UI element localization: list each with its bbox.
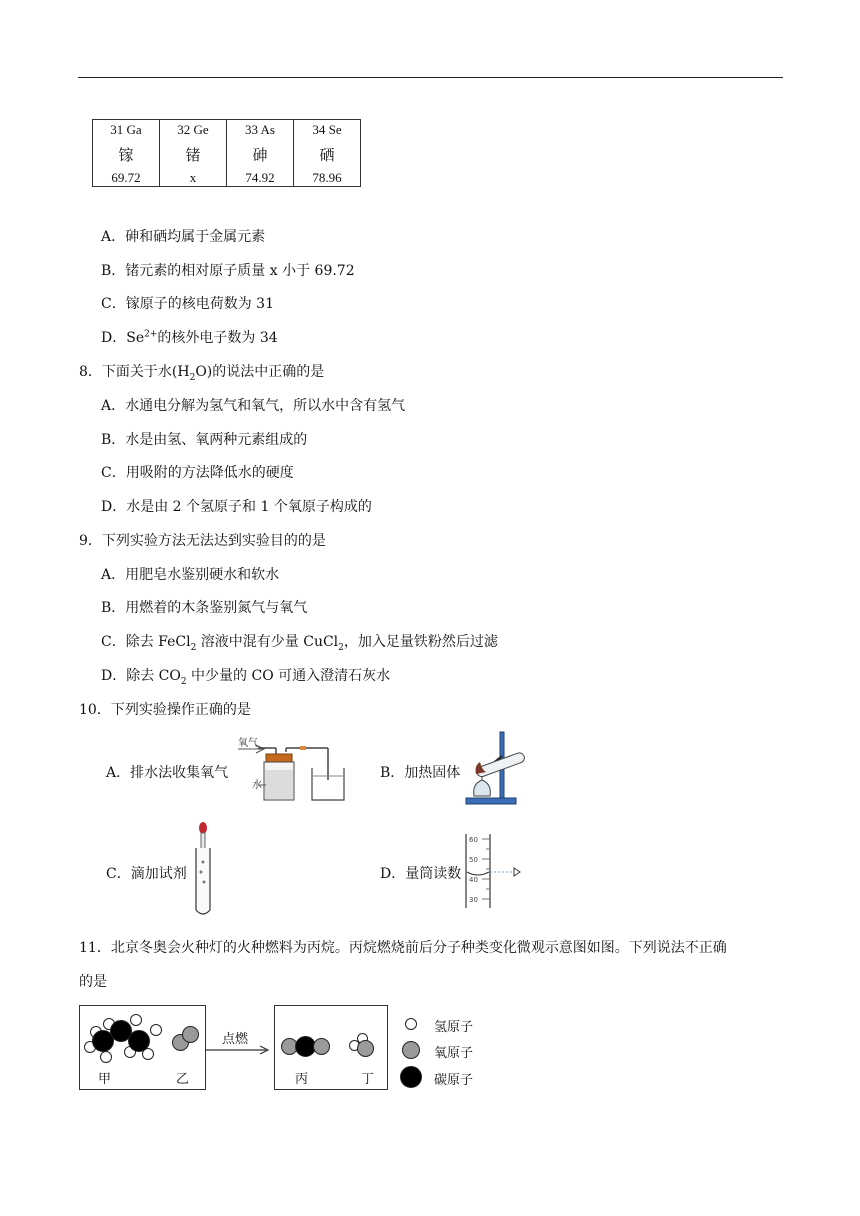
carbon-legend-icon xyxy=(400,1066,422,1088)
gas-collection-apparatus-figure xyxy=(236,732,354,804)
q9-option-d: D．除去 $CO_2$ 中少量的 CO 可通入澄清石灰水 xyxy=(101,668,391,687)
q7-option-d: D．$Se^{2+}$的核外电子数为 34 xyxy=(101,329,278,346)
cylinder-tick-label: 40 xyxy=(469,876,478,884)
q10-option-d: D．量筒读数 xyxy=(380,866,462,882)
q11-stem-line-2: 的是 xyxy=(79,974,107,990)
hydrogen-legend-icon xyxy=(405,1018,417,1030)
cylinder-tick-label: 60 xyxy=(469,836,478,844)
element-cell-ga: 31 Ga 镓 69.72 xyxy=(93,120,160,187)
reactants-box xyxy=(79,1005,206,1090)
q8-option-c: C．用吸附的方法降低水的硬度 xyxy=(101,465,294,481)
graduated-cylinder-figure xyxy=(460,830,530,910)
q10-stem: 10．下列实验操作正确的是 xyxy=(79,702,251,718)
periodic-table-fragment xyxy=(92,119,361,187)
cylinder-tick-label: 50 xyxy=(469,856,478,864)
legend-carbon-label: 碳原子 xyxy=(434,1073,474,1088)
q7-option-a: A．砷和硒均属于金属元素 xyxy=(101,229,266,245)
q10-option-b: B．加热固体 xyxy=(380,765,461,781)
ignite-label: 点燃 xyxy=(222,1032,249,1047)
oxygen-atom xyxy=(357,1040,374,1057)
q11-stem-line-1: 11．北京冬奥会火种灯的火种燃料为丙烷。丙烷燃烧前后分子种类变化微观示意图如图。下列说法不正确 xyxy=(79,940,727,956)
label-bing: 丙 xyxy=(295,1072,309,1087)
products-box xyxy=(274,1005,388,1090)
oxygen-atom xyxy=(313,1038,330,1055)
label-jia: 甲 xyxy=(98,1072,112,1087)
hydrogen-atom xyxy=(100,1051,112,1063)
hydrogen-atom xyxy=(150,1024,162,1036)
oxygen-label: 氧气 xyxy=(238,738,258,749)
dropper-test-tube-figure xyxy=(188,820,218,920)
hydrogen-atom xyxy=(130,1014,142,1026)
element-cell-se: 34 Se 硒 78.96 xyxy=(294,120,361,187)
legend-hydrogen-label: 氢原子 xyxy=(434,1020,474,1035)
q7-option-c: C．镓原子的核电荷数为 31 xyxy=(101,296,274,312)
cylinder-tick-label: 30 xyxy=(469,896,478,904)
q8-option-a: A．水通电分解为氢气和氧气，所以水中含有氢气 xyxy=(101,398,406,414)
element-cell-ge: 32 Ge 锗 x xyxy=(160,120,227,187)
q9-option-a: A．用肥皂水鉴别硬水和软水 xyxy=(101,567,280,583)
q8-option-b: B．水是由氢、氧两种元素组成的 xyxy=(101,432,308,448)
label-ding: 丁 xyxy=(361,1072,375,1087)
oxygen-legend-icon xyxy=(402,1041,420,1059)
label-yi: 乙 xyxy=(176,1072,190,1087)
q10-option-c: C．滴加试剂 xyxy=(106,866,187,882)
legend-oxygen-label: 氧原子 xyxy=(434,1046,474,1061)
q9-option-c: C．除去 FeCl$_2$ 溶液中混有少量 CuCl$_2$，加入足量铁粉然后过滤 xyxy=(101,634,498,653)
q9-stem: 9．下列实验方法无法达到实验目的的是 xyxy=(79,533,326,549)
q8-option-d: D．水是由 2 个氢原子和 1 个氧原子构成的 xyxy=(101,499,372,515)
water-label: 水 xyxy=(252,780,262,791)
element-cell-as: 33 As 砷 74.92 xyxy=(227,120,294,187)
oxygen-atom xyxy=(182,1026,199,1043)
q7-option-b: B．锗元素的相对原子质量 x 小于 69.72 xyxy=(101,263,355,279)
q8-stem: 8．下面关于水$(H_2O)$的说法中正确的是 xyxy=(79,364,325,383)
q9-option-b: B．用燃着的木条鉴别氮气与氧气 xyxy=(101,600,308,616)
carbon-atom xyxy=(128,1030,150,1052)
header-rule xyxy=(78,77,783,78)
heating-solid-apparatus-figure xyxy=(462,726,528,806)
reaction-arrow-icon xyxy=(206,1044,270,1056)
q10-option-a: A．排水法收集氧气 xyxy=(106,765,229,781)
